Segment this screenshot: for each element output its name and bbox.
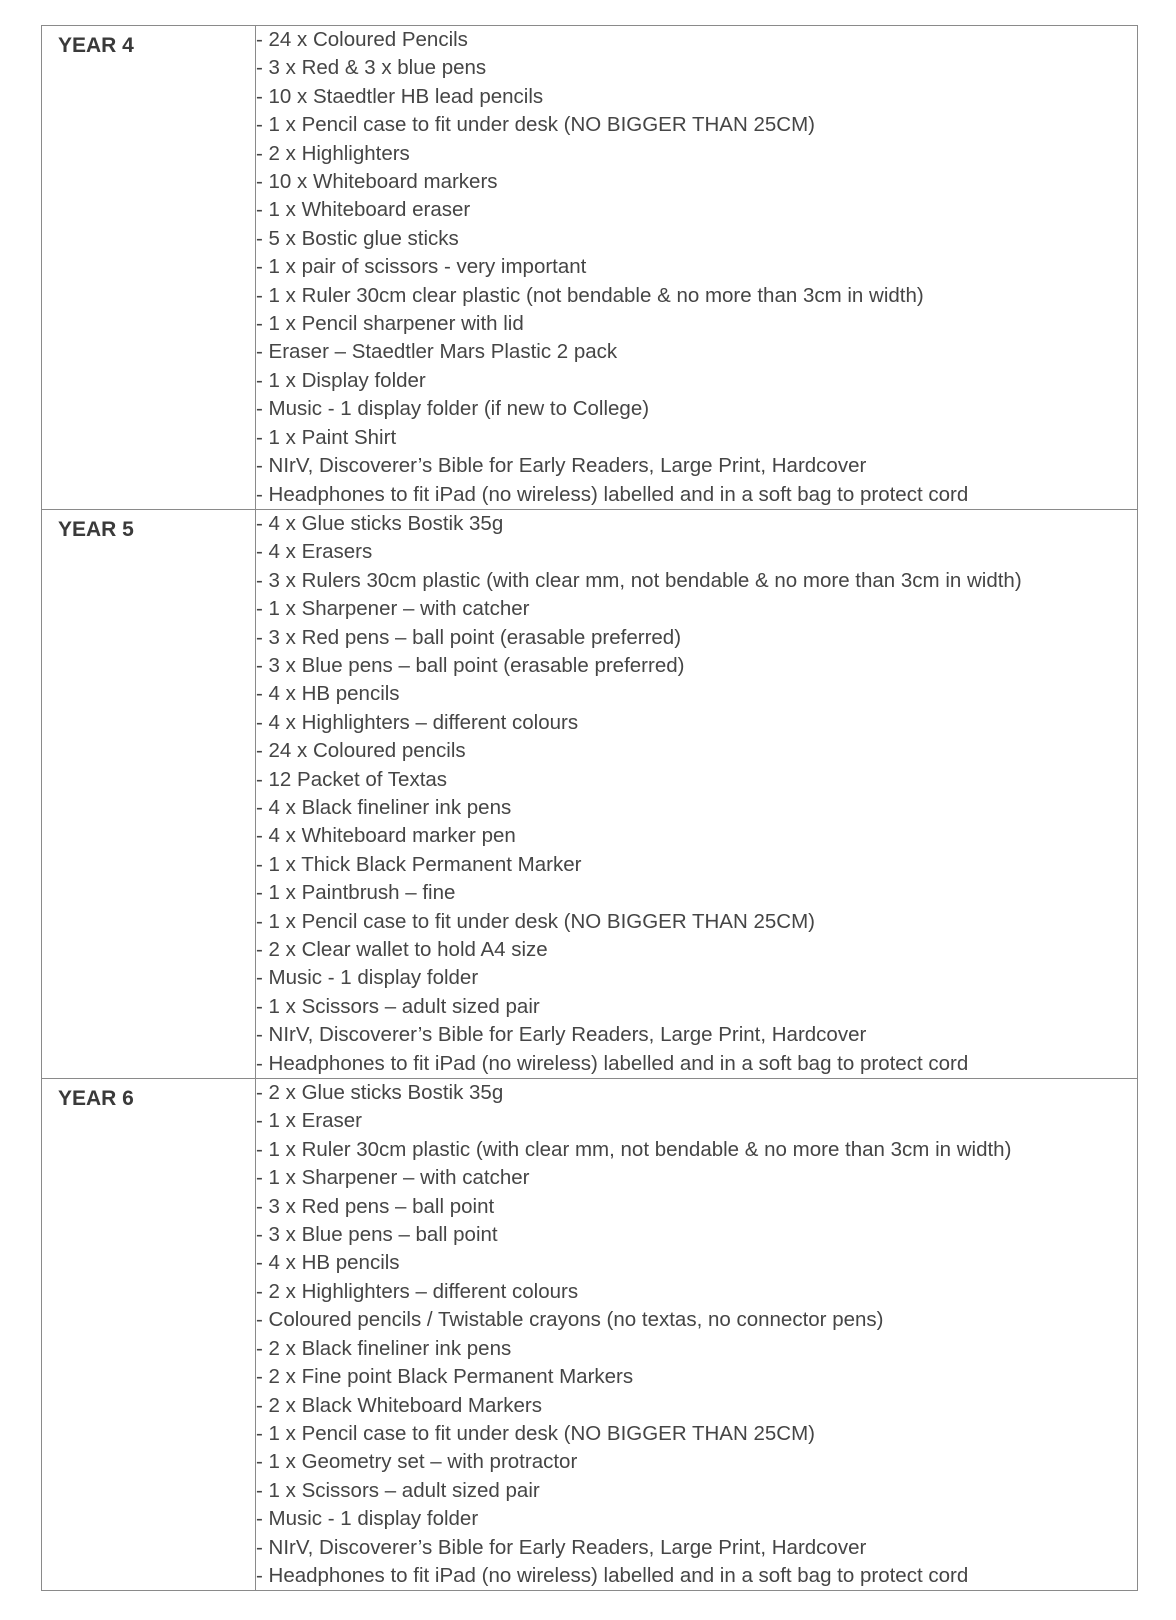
items-cell xyxy=(256,1079,1138,1591)
year-cell xyxy=(42,509,256,1078)
list-item: - NIrV, Discoverer’s Bible for Early Readers, Large Print, Hardcover xyxy=(256,1535,867,1559)
list-item: - 4 x Black fineliner ink pens xyxy=(256,795,512,819)
list-item: - 1 x Sharpener – with catcher xyxy=(256,597,530,621)
list-item: - Headphones to fit iPad (no wireless) labelled and in a soft bag to protect cord xyxy=(256,1051,969,1075)
list-item: - 2 x Black Whiteboard Markers xyxy=(256,1393,542,1417)
list-item: - 24 x Coloured pencils xyxy=(256,739,466,763)
item-list xyxy=(256,26,1137,509)
list-item: - 1 x Geometry set – with protractor xyxy=(256,1450,578,1474)
list-item: - 1 x Pencil case to fit under desk (NO BIGGER THAN 25CM) xyxy=(256,909,815,933)
year-cell xyxy=(42,1079,256,1591)
list-item: - 1 x Display folder xyxy=(256,368,426,392)
list-item: - 1 x Ruler 30cm clear plastic (not bendable & no more than 3cm in width) xyxy=(256,283,924,307)
list-item: - 1 x Thick Black Permanent Marker xyxy=(256,852,582,876)
year-label: YEAR 4 xyxy=(58,34,134,57)
section-row xyxy=(42,509,1138,1078)
list-item: - 4 x HB pencils xyxy=(256,682,400,706)
list-item: - 2 x Highlighters – different colours xyxy=(256,1279,579,1303)
list-item: - 1 x Scissors – adult sized pair xyxy=(256,1478,540,1502)
list-item: - Eraser – Staedtler Mars Plastic 2 pack xyxy=(256,340,618,364)
list-item: - 2 x Highlighters xyxy=(256,141,410,165)
list-item: - 4 x Highlighters – different colours xyxy=(256,710,579,734)
list-item: - NIrV, Discoverer’s Bible for Early Readers, Large Print, Hardcover xyxy=(256,1023,867,1047)
list-item: - NIrV, Discoverer’s Bible for Early Readers, Large Print, Hardcover xyxy=(256,454,867,478)
list-item: - 1 x Pencil case to fit under desk (NO BIGGER THAN 25CM) xyxy=(256,113,815,137)
list-item: - Headphones to fit iPad (no wireless) labelled and in a soft bag to protect cord xyxy=(256,482,969,506)
list-item: - Music - 1 display folder xyxy=(256,1507,479,1531)
list-item: - 4 x HB pencils xyxy=(256,1251,400,1275)
list-item: - 3 x Rulers 30cm plastic (with clear mm, not bendable & no more than 3cm in width) xyxy=(256,568,1022,592)
list-item: - 1 x Whiteboard eraser xyxy=(256,198,471,222)
table-body xyxy=(42,26,1138,1591)
list-item: - 2 x Clear wallet to hold A4 size xyxy=(256,938,548,961)
stationery-list-table xyxy=(41,25,1138,1591)
year-label: YEAR 5 xyxy=(58,517,134,541)
list-item: - 1 x Paint Shirt xyxy=(256,425,397,449)
year-label: YEAR 6 xyxy=(58,1087,134,1111)
list-item: - Coloured pencils / Twistable crayons (no textas, no connector pens) xyxy=(256,1308,884,1332)
list-item: - 1 x Ruler 30cm plastic (with clear mm, not bendable & no more than 3cm in width) xyxy=(256,1137,1012,1161)
list-item: - 10 x Whiteboard markers xyxy=(256,170,498,194)
list-item: - Headphones to fit iPad (no wireless) labelled and in a soft bag to protect cord xyxy=(256,1563,969,1587)
list-item: - 1 x Eraser xyxy=(256,1109,362,1133)
items-cell xyxy=(256,26,1138,510)
list-item: - 24 x Coloured Pencils xyxy=(256,28,468,51)
list-item: - Music - 1 display folder xyxy=(256,966,479,990)
list-item: - 1 x Scissors – adult sized pair xyxy=(256,994,540,1018)
year-cell xyxy=(42,26,256,510)
list-item: - 2 x Glue sticks Bostik 35g xyxy=(256,1081,504,1105)
list-item: - 3 x Blue pens – ball point xyxy=(256,1223,498,1247)
list-item: - 12 Packet of Textas xyxy=(256,767,448,791)
list-item: - 3 x Red pens – ball point xyxy=(256,1194,495,1218)
list-item: - 4 x Whiteboard marker pen xyxy=(256,824,516,848)
list-item: - 1 x pair of scissors - very important xyxy=(256,255,587,279)
list-item: - 1 x Pencil case to fit under desk (NO BIGGER THAN 25CM) xyxy=(256,1421,815,1445)
section-row xyxy=(42,26,1138,510)
list-item: - 1 x Sharpener – with catcher xyxy=(256,1166,530,1190)
list-item: - 2 x Black fineliner ink pens xyxy=(256,1336,512,1360)
list-item: - 3 x Red pens – ball point (erasable preferred) xyxy=(256,625,682,649)
list-item: - 3 x Red & 3 x blue pens xyxy=(256,56,487,80)
list-item: - 2 x Fine point Black Permanent Markers xyxy=(256,1365,634,1389)
list-item: - 10 x Staedtler HB lead pencils xyxy=(256,84,544,108)
list-item: - 1 x Pencil sharpener with lid xyxy=(256,312,524,336)
list-item: - Music - 1 display folder (if new to College) xyxy=(256,397,650,421)
list-item: - 3 x Blue pens – ball point (erasable preferred) xyxy=(256,653,685,677)
item-list xyxy=(256,510,1137,1078)
list-item: - 1 x Paintbrush – fine xyxy=(256,881,456,905)
list-item: - 4 x Erasers xyxy=(256,540,373,564)
items-cell xyxy=(256,509,1138,1078)
item-list xyxy=(256,1079,1137,1590)
section-row xyxy=(42,1079,1138,1591)
list-item: - 5 x Bostic glue sticks xyxy=(256,226,459,250)
list-item: - 4 x Glue sticks Bostik 35g xyxy=(256,511,504,535)
